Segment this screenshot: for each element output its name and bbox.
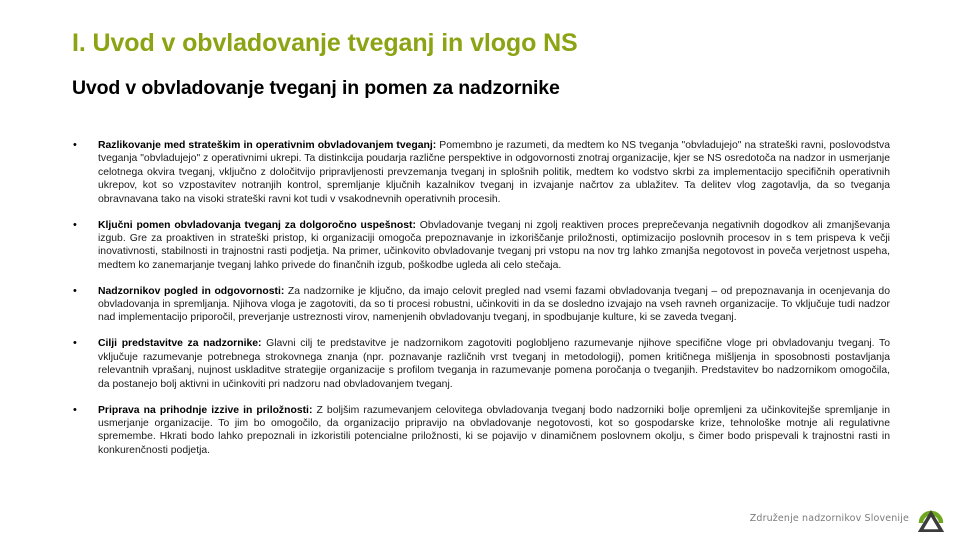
list-item-text (98, 404, 890, 458)
organization-name: Združenje nadzornikov Slovenije (749, 513, 909, 524)
list-item-body: Pomembno je razumeti, da medtem ko NS tveganja "obvladujejo" na strateški ravni, poslovodstva tveganja "obvladujejo" z operativnimi ukrepi. Ta distinkcija poudarja različne perspektive in odgovornosti znotraj organizacije, kjer se NS osredotoča na nadzor in usmerjanje celotnega okvira tveganj, vključno z določitvijo pripravljenosti prevzemanja tveganj in splošnih politik, medtem ko vodstvo skrbi za implementacijo specifičnih operativnih ukrepov, kot so vzpostavitev notranjih kontrol, spremljanje ključnih kazalnikov tveganj in izvajanje načrtov za ublažitev. Ta delitev vlog zagotavlja, da so tveganja obravnavana tako na visoki strateški ravni kot tudi v vsakodnevnih operativnih procesih. (98, 140, 890, 205)
list-item (72, 337, 890, 391)
list-item-body: Z boljšim razumevanjem celovitega obvladovanja tveganj bodo nadzorniki bolje opremljeni za učinkovitejše spremljanje in usmerjanje organizacije. To jim bo omogočilo, da organizacijo pripravijo na obvladovanje negotovosti, kot so gospodarske krize, tehnološke motnje ali regulativne spremembe. Hkrati bodo lahko prepoznali in izkoristili potencialne priložnosti, ki se pojavijo v dinamičnem poslovnem okolju, s čimer bodo prispevali k trajnostni rasti in konkurenčnosti podjetja. (98, 404, 891, 456)
list-item (72, 285, 890, 325)
bullet-point-icon: • (73, 139, 77, 151)
list-item-lead: Cilji predstavitve za nadzornike: (98, 338, 262, 350)
list-item-lead: Ključni pomen obvladovanja tveganj za dolgoročno uspešnost: (98, 219, 416, 231)
list-item (72, 219, 890, 273)
list-item-lead: Razlikovanje med strateškim in operativnim obvladovanjem tveganj: (98, 140, 437, 151)
zns-logo-icon (918, 505, 944, 532)
list-item-body: Za nadzornike je ključno, da imajo celovit pregled nad vsemi fazami obvladovanja tveganj – od prepoznavanja in ocenjevanja do obvladovanja in spremljanja. Njihova vloga je zagotoviti, da so ti procesi robustni, učinkoviti in da se dosledno izvajajo na vseh ravneh organizacije. To vključuje tudi nadzor nad implementacijo priporočil, preverjanje ustreznosti virov, namenjenih obvladovanju tveganj, in spodbujanje kulture, ki se zaveda tveganj. (98, 285, 890, 324)
list-item (72, 404, 890, 458)
list-item-lead: Priprava na prihodnje izzive in priložnosti: (98, 404, 313, 416)
bullet-point-icon: • (73, 337, 77, 350)
list-item-text (98, 337, 890, 391)
list-item-lead: Nadzornikov pogled in odgovornosti: (98, 285, 285, 297)
list-item-body: Obvladovanje tveganj ni zgolj reaktiven proces preprečevanja negativnih dogodkov ali zmanjševanja izgub. Gre za proaktiven in strateški pristop, ki organizaciji omogoča prepoznavanje in izkoriščanje priložnosti, optimizacijo poslovnih procesov in s tem prispeva k večji inovativnosti, stabilnosti in trajnostni rasti podjetja. Na primer, učinkovito obvladovanje tveganj pri vstopu na nov trg lahko zmanjša negotovost in poveča verjetnost uspeha, medtem ko zanemarjanje tveganj lahko privede do finančnih izgub, poškodbe ugleda ali celo stečaja. (98, 219, 890, 271)
list-item-body: Glavni cilj te predstavitve je nadzornikom zagotoviti poglobljeno razumevanje njihove specifične vloge pri obvladovanju tveganj. To vključuje razumevanje potrebnega strokovnega znanja (npr. poznavanje različnih vrst tveganj in metodologij), pomen kritičnega mišljenja in sposobnosti postavljanja relevantnih vprašanj, nujnost uskladitve strategije organizacije s profilom tveganja in razumevanje pomena poročanja o tveganjih. Predstavitev bo nadzornikom omogočila, da postanejo bolj aktivni in učinkoviti pri nadzoru nad obvladovanjem tveganj. (98, 338, 890, 390)
title-block (72, 30, 902, 99)
list-item-text (98, 139, 890, 206)
bullet-list (72, 139, 890, 457)
bullet-point-icon: • (73, 284, 77, 297)
bullet-point-icon: • (73, 218, 77, 231)
list-item (72, 139, 890, 206)
page-subtitle: Uvod v obvladovanje tveganj in pomen za nadzornike (72, 76, 560, 99)
bullet-point-icon: • (73, 403, 77, 416)
footer (750, 505, 944, 532)
list-item-text (98, 219, 890, 273)
page-title: I. Uvod v obvladovanje tveganj in vlogo NS (72, 29, 578, 57)
list-item-text (98, 285, 890, 325)
